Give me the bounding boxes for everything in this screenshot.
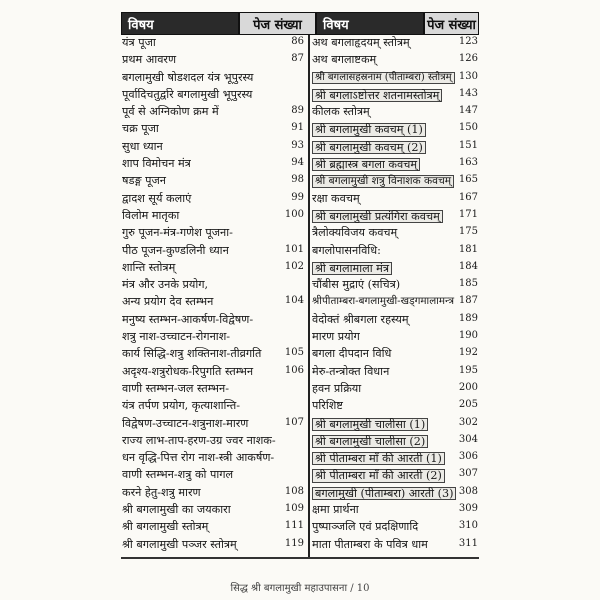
contents-title: त्रैलोक्यविजय कवचम् bbox=[312, 226, 398, 240]
contents-row bbox=[122, 435, 304, 452]
contents-title: मनुष्य स्तम्भन-आकर्षण-विद्वेषण- bbox=[122, 312, 254, 326]
contents-row bbox=[122, 314, 304, 331]
contents-page-number: 205 bbox=[458, 399, 478, 411]
contents-page-number: 87 bbox=[291, 53, 304, 65]
contents-title: श्री बगलामुखी कवचम् (2) bbox=[312, 141, 426, 154]
contents-row bbox=[312, 141, 478, 158]
contents-page-number: 304 bbox=[458, 433, 478, 445]
contents-title: माता पीताम्बरा के पवित्र धाम bbox=[312, 537, 428, 551]
contents-title: श्री बगलामुखी चालीसा (2) bbox=[312, 435, 428, 448]
header-page-count-left: पेज संख्या bbox=[239, 12, 316, 35]
contents-page-number: 151 bbox=[458, 139, 478, 151]
contents-row bbox=[312, 106, 478, 123]
contents-page-number: 184 bbox=[458, 260, 478, 272]
contents-row bbox=[122, 106, 304, 123]
contents-title: श्री बगलामाला मंत्र bbox=[312, 262, 392, 275]
contents-row bbox=[122, 418, 304, 435]
contents-page-number: 93 bbox=[291, 139, 304, 151]
contents-row bbox=[312, 37, 478, 54]
contents-column-left bbox=[122, 37, 304, 556]
contents-row bbox=[312, 452, 478, 469]
contents-title: श्री बगलामुखी का जयकारा bbox=[122, 503, 231, 517]
contents-title: राज्य लाभ-ताप-हरण-उग्र ज्वर नाशक- bbox=[122, 433, 276, 447]
contents-row bbox=[312, 54, 478, 71]
contents-title: बगला दीपदान विधि bbox=[312, 347, 392, 361]
page-footer: सिद्ध श्री बगलामुखी महाउपासना / 10 bbox=[230, 583, 370, 594]
contents-row bbox=[122, 296, 304, 313]
contents-page-number: 192 bbox=[458, 347, 478, 359]
contents-row bbox=[312, 296, 478, 313]
contents-row bbox=[122, 54, 304, 71]
contents-page-number: 310 bbox=[458, 520, 478, 532]
contents-page-number: 150 bbox=[458, 122, 478, 134]
contents-title: श्री पीताम्बरा माँ की आरती (2) bbox=[312, 469, 445, 482]
contents-page-number: 190 bbox=[458, 330, 478, 342]
contents-page-number: 185 bbox=[458, 278, 478, 290]
contents-title: मारण प्रयोग bbox=[312, 330, 360, 344]
contents-page-number: 167 bbox=[458, 191, 478, 203]
contents-title: पूर्व से अग्निकोण क्रम में bbox=[122, 105, 219, 119]
contents-row bbox=[122, 348, 304, 365]
contents-title: करने हेतु-शत्रु मारण bbox=[122, 485, 201, 499]
contents-title: श्री बगलासहस्रनाम (पीताम्बरा) स्तोत्रम् bbox=[312, 72, 455, 84]
table-header bbox=[121, 12, 479, 35]
contents-row bbox=[122, 366, 304, 383]
contents-title: मंत्र और उनके प्रयोग, bbox=[122, 278, 209, 292]
contents-page-number: 187 bbox=[458, 295, 478, 307]
contents-page-number: 89 bbox=[291, 105, 304, 117]
contents-row bbox=[122, 210, 304, 227]
contents-row bbox=[312, 227, 478, 244]
contents-page-number: 104 bbox=[284, 295, 304, 307]
contents-title: कार्य सिद्धि-शत्रु शक्तिनाश-तीव्रगति bbox=[122, 347, 262, 361]
contents-row bbox=[312, 175, 478, 192]
contents-row bbox=[312, 331, 478, 348]
contents-page-number: 109 bbox=[284, 503, 304, 515]
contents-page-number: 100 bbox=[284, 208, 304, 220]
contents-title: सुधा ध्यान bbox=[122, 139, 163, 153]
contents-page-number: 311 bbox=[458, 537, 478, 549]
contents-row bbox=[312, 72, 478, 89]
contents-row bbox=[122, 539, 304, 556]
contents-row bbox=[312, 245, 478, 262]
contents-title: गुरु पूजन-मंत्र-गणेश पूजना- bbox=[122, 226, 233, 240]
contents-page-number: 91 bbox=[291, 122, 304, 134]
contents-page-number: 309 bbox=[458, 503, 478, 515]
contents-row bbox=[312, 262, 478, 279]
contents-title: अथ बगलाहृदयम् स्तोत्रम् bbox=[312, 36, 410, 49]
contents-column-right bbox=[312, 37, 478, 556]
contents-title: बगलामुखी षोडशदल यंत्र भूपुरस्य bbox=[122, 70, 254, 84]
contents-row bbox=[122, 141, 304, 158]
contents-row bbox=[312, 521, 478, 538]
contents-page-number: 302 bbox=[458, 416, 478, 428]
header-subject-left: विषय bbox=[121, 12, 239, 35]
contents-title: वाणी स्तम्भन-शत्रु को पागल bbox=[122, 468, 234, 482]
contents-title: वाणी स्तम्भन-जल स्तम्भन- bbox=[122, 381, 229, 395]
contents-title: अदृश्य-शत्रुरोधक-रिपुगति स्तम्भन bbox=[122, 364, 254, 378]
contents-row bbox=[122, 245, 304, 262]
contents-row bbox=[312, 89, 478, 106]
contents-page-number: 171 bbox=[458, 208, 478, 220]
contents-page-number: 181 bbox=[458, 243, 478, 255]
contents-row bbox=[122, 331, 304, 348]
contents-row bbox=[312, 366, 478, 383]
contents-title: चक्र पूजा bbox=[122, 122, 159, 136]
contents-row bbox=[122, 400, 304, 417]
contents-page-number: 107 bbox=[284, 416, 304, 428]
contents-page-number: 101 bbox=[284, 243, 304, 255]
contents-row bbox=[122, 37, 304, 54]
contents-row bbox=[312, 435, 478, 452]
contents-title: श्री पीताम्बरा माँ की आरती (1) bbox=[312, 452, 445, 465]
contents-row bbox=[312, 487, 478, 504]
contents-row bbox=[122, 521, 304, 538]
contents-row bbox=[122, 158, 304, 175]
contents-title: रक्षा कवचम् bbox=[312, 191, 360, 205]
contents-row bbox=[122, 123, 304, 140]
contents-row bbox=[312, 418, 478, 435]
contents-title: श्री बगलामुखी चालीसा (1) bbox=[312, 418, 428, 431]
contents-title: श्री बगलामुखी प्रत्यंगिरा कवचम् bbox=[312, 210, 443, 223]
contents-title: क्षमा प्रार्थना bbox=[312, 503, 359, 517]
contents-row bbox=[122, 504, 304, 521]
contents-title: श्री ब्रह्मास्त्र बगला कवचम् bbox=[312, 158, 420, 171]
contents-row bbox=[312, 400, 478, 417]
contents-page-number: 108 bbox=[284, 485, 304, 497]
contents-row bbox=[122, 452, 304, 469]
contents-page-number: 200 bbox=[458, 381, 478, 393]
contents-row bbox=[122, 72, 304, 89]
contents-title: शत्रु नाश-उच्चाटन-रोगनाश- bbox=[122, 330, 231, 344]
contents-row bbox=[312, 348, 478, 365]
contents-page-number: 99 bbox=[291, 191, 304, 203]
contents-page-number: 175 bbox=[458, 226, 478, 238]
contents-page-number: 306 bbox=[458, 451, 478, 463]
contents-title: विद्वेषण-उच्चाटन-शत्रुनाश-मारण bbox=[122, 416, 249, 430]
contents-title: श्री बगलामुखी स्तोत्रम् bbox=[122, 520, 209, 534]
contents-title: बगलोपासनविधि: bbox=[312, 243, 381, 257]
contents-page-number: 102 bbox=[284, 260, 304, 272]
contents-page-number: 86 bbox=[291, 36, 304, 47]
contents-title: श्री बगलामुखी पञ्जर स्तोत्रम् bbox=[122, 537, 237, 551]
contents-page-number: 163 bbox=[458, 157, 478, 169]
contents-row bbox=[122, 469, 304, 486]
contents-page-number: 111 bbox=[284, 520, 304, 532]
contents-title: शान्ति स्तोत्रम् bbox=[122, 260, 176, 274]
contents-row bbox=[122, 487, 304, 504]
contents-page-number: 147 bbox=[458, 105, 478, 117]
contents-title: पूर्वादिचतुर्द्वारे बगलामुखी भूपुरस्य bbox=[122, 87, 253, 101]
contents-title: प्रथम आवरण bbox=[122, 53, 177, 67]
contents-row bbox=[122, 227, 304, 244]
contents-title: षडङ्ग पूजन bbox=[122, 174, 166, 188]
contents-title: श्री बगलाऽष्टोत्तर शतनामस्तोत्रम् bbox=[312, 89, 442, 102]
contents-page-number: 94 bbox=[291, 157, 304, 169]
contents-page-number: 308 bbox=[458, 485, 478, 497]
contents-title: द्वादश सूर्य कलाएं bbox=[122, 191, 192, 205]
contents-row bbox=[312, 193, 478, 210]
contents-row bbox=[122, 193, 304, 210]
contents-title: श्री बगलामुखी कवचम् (1) bbox=[312, 123, 426, 136]
contents-row bbox=[312, 123, 478, 140]
contents-title: पुष्पाञ्जलि एवं प्रदक्षिणादि bbox=[312, 520, 419, 534]
contents-page-number: 165 bbox=[458, 174, 478, 186]
contents-page-number: 106 bbox=[284, 364, 304, 376]
contents-title: बगलामुखी (पीताम्बरा) आरती (3) bbox=[312, 487, 456, 500]
contents-page-number: 126 bbox=[458, 53, 478, 65]
contents-title: शाप विमोचन मंत्र bbox=[122, 157, 191, 171]
contents-title: वेदोक्तं श्रीबगला रहस्यम् bbox=[312, 312, 409, 326]
header-subject-right: विषय bbox=[316, 12, 424, 35]
contents-row bbox=[122, 383, 304, 400]
contents-title: अथ बगलाष्टकम् bbox=[312, 53, 377, 67]
contents-row bbox=[312, 314, 478, 331]
contents-title: विलोम मातृका bbox=[122, 208, 180, 222]
contents-title: पीठ पूजन-कुण्डलिनी ध्यान bbox=[122, 243, 229, 257]
contents-row bbox=[122, 175, 304, 192]
column-divider bbox=[308, 35, 310, 557]
contents-page-number: 123 bbox=[458, 36, 478, 47]
contents-title: यंत्र पूजा bbox=[122, 36, 156, 49]
contents-page-number: 98 bbox=[291, 174, 304, 186]
contents-page-number: 119 bbox=[284, 537, 304, 549]
contents-title: श्री बगलामुखी शत्रु विनाशक कवचम् bbox=[312, 175, 454, 188]
contents-page-number: 143 bbox=[458, 87, 478, 99]
contents-title: हवन प्रक्रिया bbox=[312, 381, 362, 395]
contents-title: अन्य प्रयोग देव स्तम्भन bbox=[122, 295, 214, 309]
contents-row bbox=[122, 89, 304, 106]
contents-row bbox=[312, 383, 478, 400]
contents-row bbox=[312, 469, 478, 486]
contents-row bbox=[312, 504, 478, 521]
header-page-count-right: पेज संख्या bbox=[424, 12, 479, 35]
contents-page-number: 105 bbox=[284, 347, 304, 359]
contents-title: श्रीपीताम्बरा-बगलामुखी-खड्गमालामन्त्र bbox=[312, 295, 455, 308]
contents-row bbox=[312, 279, 478, 296]
contents-title: यंत्र तर्पण प्रयोग, कृत्याशान्ति- bbox=[122, 399, 240, 413]
contents-page-number: 189 bbox=[458, 312, 478, 324]
contents-row bbox=[312, 158, 478, 175]
contents-title: परिशिष्ट bbox=[312, 399, 343, 413]
bottom-rule bbox=[121, 557, 479, 559]
contents-title: चौंबीस मुद्राएं (सचित्र) bbox=[312, 278, 401, 292]
contents-title: मेरु-तन्त्रोक्त विधान bbox=[312, 364, 390, 378]
contents-page-number: 195 bbox=[458, 364, 478, 376]
contents-title: धन वृद्धि-पित्त रोग नाश-स्त्री आकर्षण- bbox=[122, 451, 275, 465]
contents-row bbox=[122, 279, 304, 296]
contents-row bbox=[122, 262, 304, 279]
contents-page-number: 130 bbox=[458, 70, 478, 82]
contents-row bbox=[312, 210, 478, 227]
contents-title: कीलक स्तोत्रम् bbox=[312, 105, 370, 119]
contents-page-number: 307 bbox=[458, 468, 478, 480]
contents-row bbox=[312, 539, 478, 556]
